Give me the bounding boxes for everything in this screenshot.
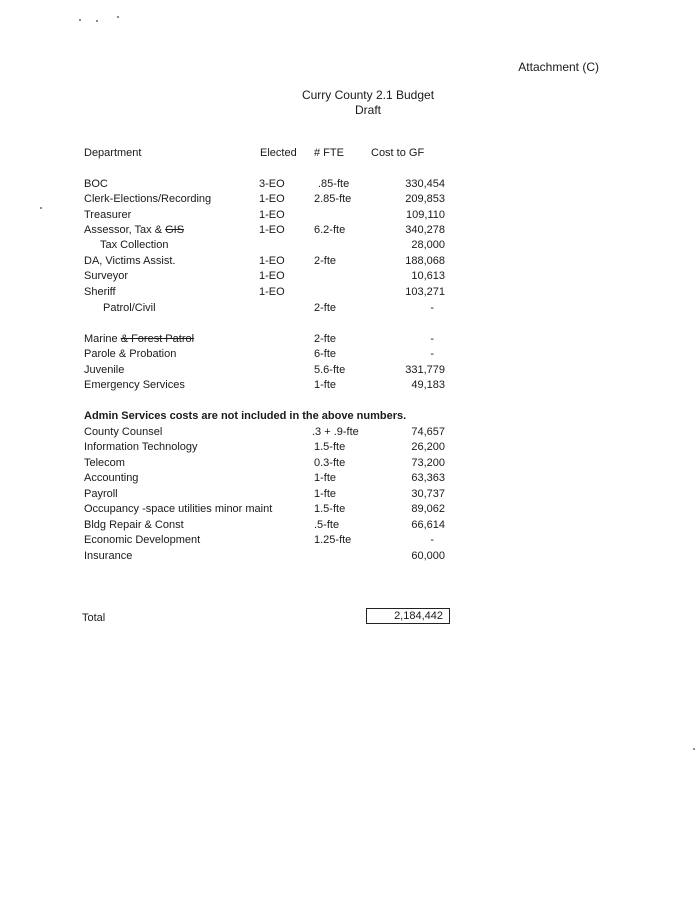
header-fte: # FTE — [314, 147, 344, 159]
attachment-label: Attachment (C) — [518, 60, 599, 74]
row-elected: 1-EO — [259, 255, 285, 267]
row-fte: 6.2-fte — [314, 224, 346, 236]
row-cost: - — [430, 302, 434, 314]
row-department: Information Technology — [84, 441, 198, 453]
row-department: Insurance — [84, 550, 133, 562]
row-department: Patrol/Civil — [103, 302, 156, 314]
row-department: County Counsel — [84, 426, 163, 438]
row-department-struck: GIS — [165, 224, 185, 236]
row-fte: .5-fte — [314, 519, 340, 531]
row-department: Accounting — [84, 472, 139, 484]
row-department: Parole & Probation — [84, 348, 177, 360]
row-elected: 1-EO — [259, 224, 285, 236]
row-fte: 2-fte — [314, 333, 337, 345]
admin-row — [0, 486, 699, 502]
row-cost: 103,271 — [405, 286, 445, 298]
row-department: Bldg Repair & Const — [84, 519, 184, 531]
row-fte: 2.85-fte — [314, 193, 352, 205]
row-cost: 66,614 — [411, 519, 445, 531]
table-row — [0, 237, 699, 253]
row-department: Telecom — [84, 457, 125, 469]
row-elected: 1-EO — [259, 286, 285, 298]
scan-speck — [96, 20, 98, 22]
table-row — [0, 346, 699, 362]
table-row — [0, 362, 699, 378]
row-fte: 0.3-fte — [314, 457, 346, 469]
header-elected: Elected — [260, 147, 297, 159]
table-row — [0, 300, 699, 316]
row-cost: - — [430, 333, 434, 345]
table-row — [0, 191, 699, 207]
row-cost: 340,278 — [405, 224, 445, 236]
row-cost: 109,110 — [406, 209, 445, 221]
row-fte: 1.25-fte — [314, 534, 352, 546]
table-row — [0, 222, 699, 238]
table-row — [0, 268, 699, 284]
admin-row — [0, 470, 699, 486]
row-department-text: Marine — [84, 333, 118, 345]
table-row — [0, 176, 699, 192]
row-department-struck: & Forest Patrol — [120, 333, 195, 345]
admin-row — [0, 455, 699, 471]
row-cost: 73,200 — [411, 457, 445, 469]
row-elected: 3-EO — [259, 178, 285, 190]
scan-speck — [79, 19, 81, 21]
row-department: Juvenile — [84, 364, 125, 376]
header-department: Department — [84, 147, 142, 159]
admin-row — [0, 501, 699, 517]
row-fte: .3 + .9-fte — [312, 426, 359, 438]
scan-speck — [693, 748, 695, 750]
table-header — [0, 145, 699, 161]
row-fte: 1.5-fte — [314, 441, 346, 453]
row-department: Emergency Services — [84, 379, 185, 391]
row-department: Sheriff — [84, 286, 116, 298]
table-row — [0, 331, 699, 347]
row-department: Economic Development — [84, 534, 201, 546]
total-value-box: 2,184,442 — [366, 608, 450, 624]
row-department: Payroll — [84, 488, 118, 500]
row-cost: 74,657 — [411, 426, 445, 438]
row-fte: 1-fte — [314, 472, 337, 484]
row-cost: 330,454 — [405, 178, 445, 190]
row-cost: - — [430, 534, 434, 546]
row-cost: 188,068 — [405, 255, 445, 267]
row-fte: 1.5-fte — [314, 503, 346, 515]
table-row — [0, 207, 699, 223]
row-department: Clerk-Elections/Recording — [84, 193, 212, 205]
row-department — [84, 222, 184, 238]
admin-services-note: Admin Services costs are not included in the above numbers. — [84, 410, 407, 422]
row-cost: 89,062 — [411, 503, 445, 515]
row-elected: 1-EO — [259, 193, 285, 205]
admin-row — [0, 548, 699, 564]
row-cost: 63,363 — [411, 472, 445, 484]
row-fte: 2-fte — [314, 302, 337, 314]
admin-row — [0, 532, 699, 548]
row-cost: 26,200 — [411, 441, 445, 453]
row-cost: 60,000 — [411, 550, 445, 562]
row-elected: 1-EO — [259, 209, 285, 221]
row-cost: 30,737 — [411, 488, 445, 500]
table-row — [0, 253, 699, 269]
row-department: DA, Victims Assist. — [84, 255, 176, 267]
total-label: Total — [82, 612, 106, 624]
row-department: Occupancy -space utilities minor maint — [84, 503, 273, 515]
row-cost: 209,853 — [405, 193, 445, 205]
admin-row — [0, 517, 699, 533]
admin-row — [0, 439, 699, 455]
row-fte: 1-fte — [314, 488, 337, 500]
document-subtitle: Draft — [354, 103, 381, 117]
row-cost: 49,183 — [411, 379, 445, 391]
header-cost: Cost to GF — [371, 147, 425, 159]
row-department: BOC — [84, 178, 108, 190]
admin-row — [0, 424, 699, 440]
row-cost: 28,000 — [411, 239, 445, 251]
row-department-text: Assessor, Tax & — [84, 224, 163, 236]
row-fte: 2-fte — [314, 255, 337, 267]
row-department: Surveyor — [84, 270, 129, 282]
table-row — [0, 284, 699, 300]
row-fte: 6-fte — [314, 348, 337, 360]
table-row — [0, 377, 699, 393]
row-department — [84, 331, 194, 347]
row-department: Treasurer — [84, 209, 132, 221]
document-title: Curry County 2.1 Budget — [301, 88, 435, 102]
row-fte: 5.6-fte — [314, 364, 346, 376]
row-department: Tax Collection — [100, 239, 169, 251]
row-cost: 331,779 — [405, 364, 445, 376]
row-cost: - — [430, 348, 434, 360]
row-elected: 1-EO — [259, 270, 285, 282]
row-cost: 10,613 — [411, 270, 445, 282]
scan-speck — [117, 16, 119, 18]
row-fte: 1-fte — [314, 379, 337, 391]
row-fte: .85-fte — [318, 178, 350, 190]
